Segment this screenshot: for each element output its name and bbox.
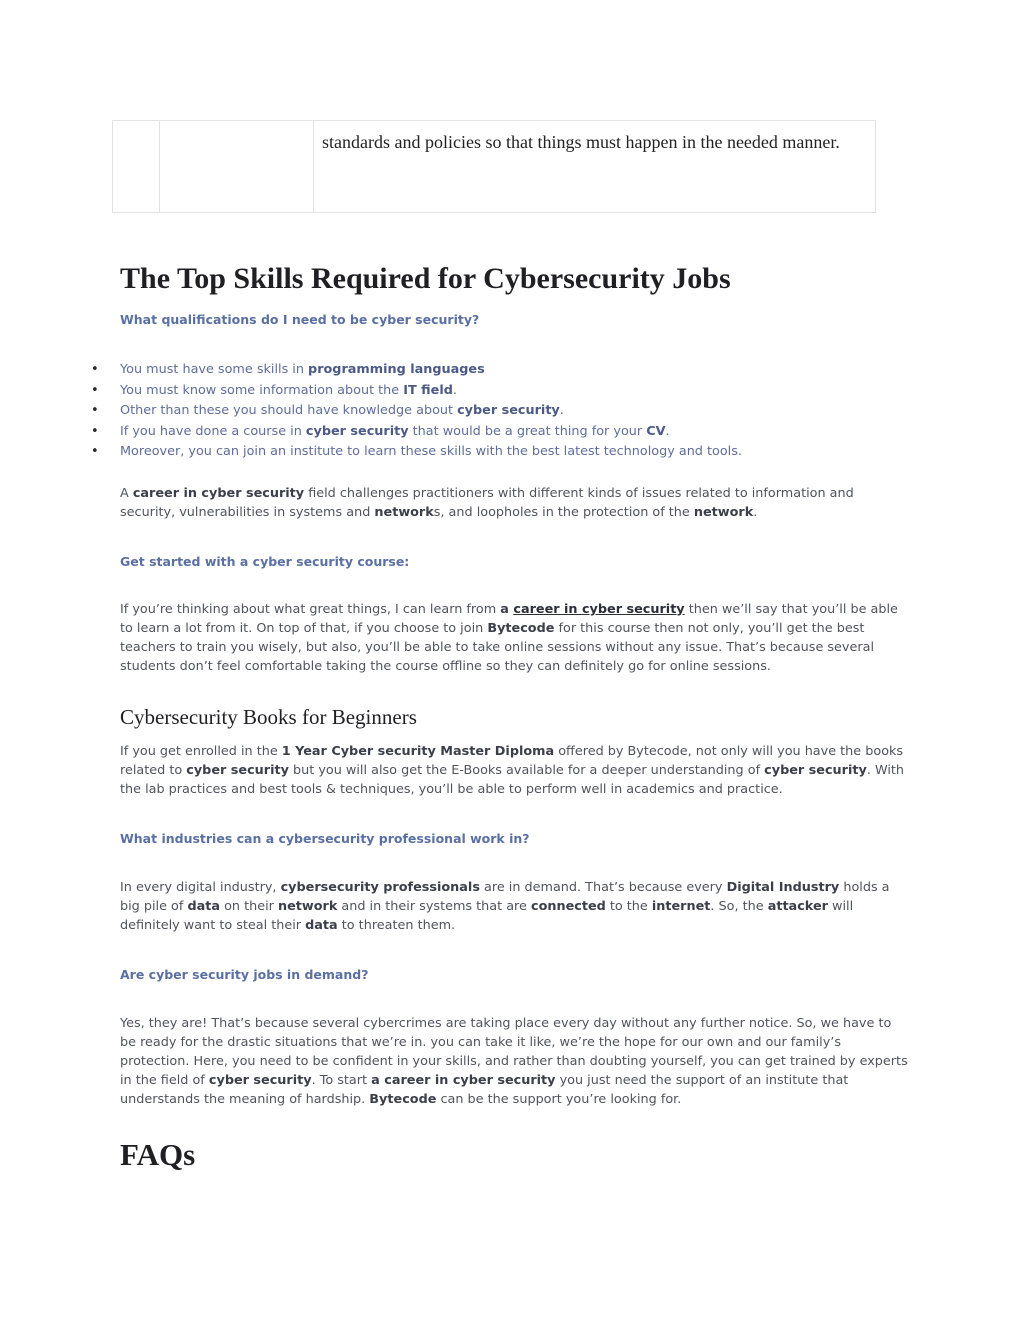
table-fragment bbox=[112, 120, 876, 213]
list-item: • Moreover, you can join an institute to learn these skills with the best latest technology and tools. bbox=[120, 442, 742, 463]
career-link[interactable]: career in cyber security bbox=[513, 602, 685, 617]
heading-books: Cybersecurity Books for Beginners bbox=[120, 705, 417, 729]
paragraph-books: If you get enrolled in the 1 Year Cyber security Master Diploma offered by Bytecode, not only will you have the books related to cyber security but you will also get the E-Books available for a deeper understanding of cyber security. With the lab practices and best tools & techniques, you’ll be able to perform well in academics and practice. bbox=[120, 744, 905, 797]
table-cell-text: standards and policies so that things must happen in the needed manner. bbox=[322, 132, 840, 152]
heading-faqs: FAQs bbox=[120, 1137, 196, 1172]
table-cell-empty-2 bbox=[160, 121, 314, 212]
table-cell-empty-1 bbox=[113, 121, 160, 212]
paragraph-career-intro: A career in cyber security field challenges practitioners with different kinds of issues related to information and security, vulnerabilities in systems and networks, and loopholes in the protection of the network. bbox=[120, 486, 854, 520]
heading-top-skills: The Top Skills Required for Cybersecurity Jobs bbox=[120, 262, 731, 295]
list-item: • You must know some information about the IT field. bbox=[120, 381, 742, 402]
question-industries: What industries can a cybersecurity professional work in? bbox=[120, 831, 530, 846]
list-item: • If you have done a course in cyber security that would be a great thing for your CV. bbox=[120, 422, 742, 443]
question-get-started: Get started with a cyber security course: bbox=[120, 554, 410, 569]
paragraph-demand: Yes, they are! That’s because several cybercrimes are taking place every day without any further notice. So, we have to be ready for the drastic situations that we’re in. you can take it like, we’re the hope for our own and our family’s protection. Here, you need to be confident in your skills, and rather than doubting yourself, you can get trained by experts in the field of cyber security. To start a career in cyber security you just need the support of an institute that understands the meaning of hardship. Bytecode can be the support you’re looking for. bbox=[120, 1016, 908, 1107]
paragraph-industries: In every digital industry, cybersecurity professionals are in demand. That’s because every Digital Industry holds a big pile of data on their network and in their systems that are connected to the internet. So, the attacker will definitely want to steal their data to threaten them. bbox=[120, 880, 890, 933]
skills-list bbox=[120, 360, 742, 463]
paragraph-course: If you’re thinking about what great things, I can learn from a career in cyber security then we’ll say that you’ll be able to learn a lot from it. On top of that, if you choose to join Bytecode for this course then not only, you’ll get the best teachers to train you wisely, but also, you’ll be able to take online sessions without any issue. That’s because several students don’t feel comfortable taking the course offline so they can definitely go for online sessions. bbox=[120, 602, 898, 674]
list-item: • Other than these you should have knowledge about cyber security. bbox=[120, 401, 742, 422]
list-item: • You must have some skills in programming languages bbox=[120, 360, 742, 381]
question-demand: Are cyber security jobs in demand? bbox=[120, 967, 369, 982]
question-qualifications: What qualifications do I need to be cyber security? bbox=[120, 312, 480, 327]
